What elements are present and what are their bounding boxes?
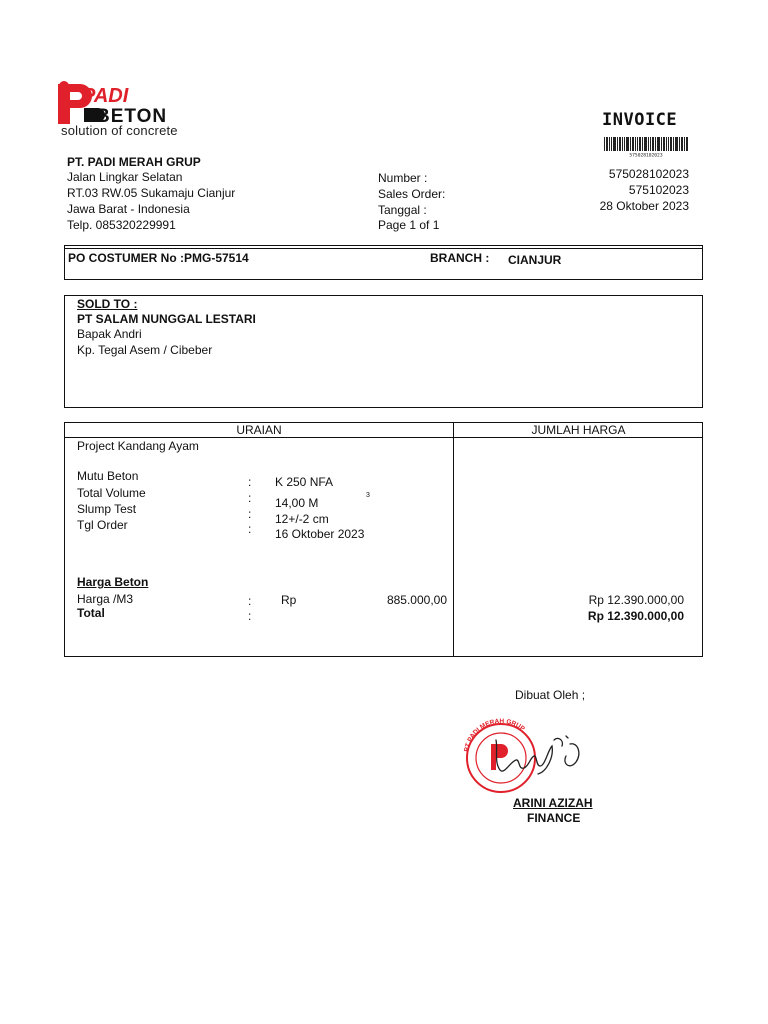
spec-label: Mutu Beton [77, 469, 139, 483]
company-stamp-signature [458, 718, 628, 796]
branch-label: BRANCH : [430, 251, 490, 265]
sold-to-company: PT SALAM NUNGGAL LESTARI [77, 312, 256, 326]
sold-to-label: SOLD TO : [77, 297, 138, 311]
company-address-line3: Jawa Barat - Indonesia [67, 202, 190, 216]
sales-order-value: 575102023 [628, 183, 689, 197]
made-by-label: Dibuat Oleh ; [515, 688, 586, 702]
signer-title: FINANCE [527, 811, 581, 825]
date-value: 28 Oktober 2023 [599, 199, 689, 213]
company-address-line2: RT.03 RW.05 Sukamaju Cianjur [67, 186, 236, 200]
company-address-line1: Jalan Lingkar Selatan [67, 170, 183, 184]
spec-value: 14,00 M [275, 496, 319, 510]
spec-value: K 250 NFA [275, 475, 334, 489]
logo-tagline: solution of concrete [61, 123, 178, 138]
sales-order-label: Sales Order: [378, 187, 446, 201]
barcode-text: 575028102023 [629, 153, 663, 157]
barcode [604, 137, 688, 157]
logo-brand-top: PADI [82, 85, 129, 107]
spec-label: Total Volume [77, 486, 146, 500]
date-label: Tanggal : [378, 203, 427, 217]
company-name: PT. PADI MERAH GRUP [67, 155, 201, 169]
spec-label: Tgl Order [77, 518, 128, 532]
spec-value: 12+/-2 cm [275, 512, 329, 526]
project-name: Project Kandang Ayam [77, 439, 199, 453]
branch-value: CIANJUR [508, 253, 562, 267]
harga-amount: Rp 12.390.000,00 [588, 593, 684, 607]
svg-text:PT PADI MERAH GRUP: PT PADI MERAH GRUP [463, 718, 526, 753]
harga-beton-heading: Harga Beton [77, 575, 149, 589]
spec-separator: : [248, 507, 252, 521]
spec-separator: : [248, 522, 252, 536]
harga-currency: Rp [281, 593, 297, 607]
items-column-divider [453, 422, 454, 657]
number-value: 575028102023 [608, 167, 689, 181]
total-label: Total [77, 606, 105, 620]
column-header-jumlah-harga: JUMLAH HARGA [531, 423, 626, 437]
harga-per-m3-label: Harga /M3 [77, 592, 134, 606]
spec-separator: : [248, 491, 252, 505]
logo-brand-bottom: BETON [96, 106, 168, 127]
harga-separator: : [248, 594, 252, 608]
company-phone: Telp. 085320229991 [67, 218, 176, 232]
harga-unit-value: 885.000,00 [386, 593, 447, 607]
document-title: INVOICE [602, 110, 678, 130]
column-header-uraian: URAIAN [236, 423, 282, 437]
po-customer-number: PO COSTUMER No :PMG-57514 [68, 251, 249, 265]
volume-superscript: 3 [366, 492, 370, 499]
page-indicator: Page 1 of 1 [378, 218, 440, 232]
total-separator: : [248, 609, 252, 623]
sold-to-contact: Bapak Andri [77, 327, 142, 341]
signer-name: ARINI AZIZAH [513, 796, 593, 810]
spec-value: 16 Oktober 2023 [275, 527, 365, 541]
spec-separator: : [248, 475, 252, 489]
total-amount: Rp 12.390.000,00 [587, 609, 684, 623]
sold-to-address: Kp. Tegal Asem / Cibeber [77, 343, 213, 357]
number-label: Number : [378, 171, 428, 185]
spec-label: Slump Test [77, 502, 137, 516]
